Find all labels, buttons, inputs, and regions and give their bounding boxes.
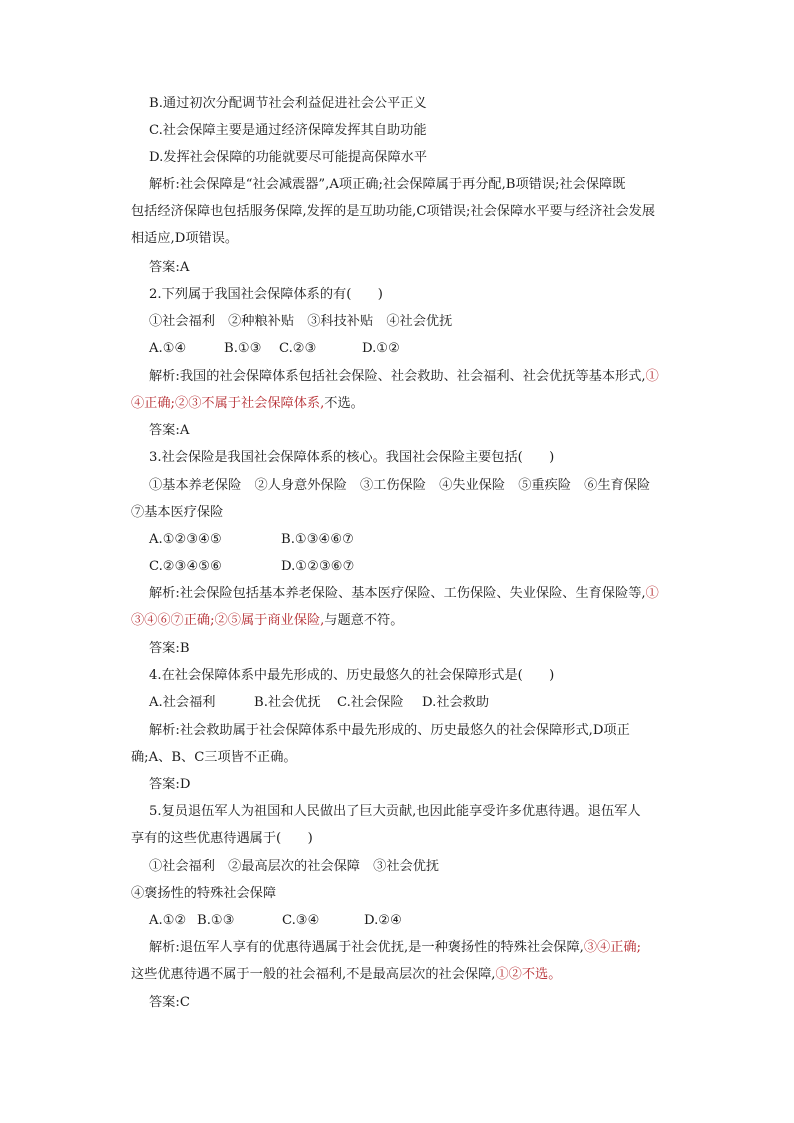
- q5-stem-line-2: 享有的这些优惠待遇属于( ): [131, 831, 313, 846]
- q5-stem-line-1: 5.复员退伍军人为祖国和人民做出了巨大贡献,也因此能享受许多优惠待遇。退伍军人: [149, 804, 641, 819]
- q3-items-line-2: ⑦基本医疗保险: [131, 505, 224, 520]
- q3-analysis-highlight: ①: [645, 586, 659, 601]
- q5-items-line-1: ①社会福利 ②最高层次的社会保障 ③社会优抚: [149, 859, 440, 874]
- q1-option-b: B.通过初次分配调节社会利益促进社会公平正义: [149, 96, 427, 111]
- q4-option-a: A.社会福利: [149, 695, 216, 710]
- q3-options-row-1: [149, 531, 354, 549]
- q4-stem: 4.在社会保障体系中最先形成的、历史最悠久的社会保障形式是( ): [149, 668, 555, 683]
- q3-options-row-2: [149, 558, 354, 576]
- q5-analysis-text-2: 这些优惠待遇不属于一般的社会福利,不是最高层次的社会保障,: [131, 967, 496, 982]
- q5-analysis-highlight: ③④正确;: [583, 940, 642, 955]
- q3-stem: 3.社会保险是我国社会保障体系的核心。我国社会保险主要包括( ): [149, 450, 555, 465]
- q2-analysis-highlight-2: ④正确;②③不属于社会保障体系,: [131, 396, 325, 411]
- q4-answer: 答案:D: [149, 777, 191, 792]
- q3-items-line-1: ①基本养老保险 ②人身意外保险 ③工伤保险 ④失业保险 ⑤重疾险 ⑥生育保险: [149, 478, 651, 493]
- q1-analysis-line-2: 包括经济保障也包括服务保障,发挥的是互助功能,C项错误;社会保障水平要与经济社会发展: [131, 204, 656, 219]
- q5-items-line-2: ④褒扬性的特殊社会保障: [131, 886, 277, 901]
- q3-analysis-line-2: [131, 612, 403, 630]
- q5-analysis-line-1: [149, 939, 641, 957]
- q2-answer: 答案:A: [149, 423, 190, 438]
- q5-options: [149, 912, 402, 930]
- q5-analysis-text: 解析:退伍军人享有的优惠待遇属于社会优抚,是一种褒扬性的特殊社会保障,: [149, 940, 584, 955]
- q1-answer: 答案:A: [149, 260, 190, 275]
- q5-option-d: D.②④: [364, 913, 402, 928]
- q2-analysis-text: 解析:我国的社会保障体系包括社会保险、社会救助、社会福利、社会优抚等基本形式,: [149, 369, 646, 384]
- q2-analysis-highlight: ①: [645, 369, 659, 384]
- q3-option-b: B.①③④⑥⑦: [281, 532, 354, 547]
- q3-analysis-text: 解析:社会保险包括基本养老保险、基本医疗保险、工伤保险、失业保险、生育保险等,: [149, 586, 646, 601]
- q4-analysis-line-2: 确;A、B、C三项皆不正确。: [131, 750, 297, 765]
- q5-option-c: C.③④: [282, 913, 320, 928]
- q2-items: ①社会福利 ②种粮补贴 ③科技补贴 ④社会优抚: [149, 314, 453, 329]
- q5-analysis-line-2: [131, 966, 561, 984]
- q2-option-d: D.①②: [362, 341, 400, 356]
- q2-option-a: A.①④: [149, 341, 187, 356]
- q4-option-b: B.社会优抚: [254, 695, 321, 710]
- q1-analysis-line-1: 解析:社会保障是“社会减震器”,A项正确;社会保障属于再分配,B项错误;社会保障既: [149, 177, 626, 192]
- q2-options: [149, 340, 400, 358]
- q1-analysis-line-3: 相适应,D项错误。: [131, 231, 239, 246]
- q2-analysis-line-1: [149, 368, 659, 386]
- q3-option-d: D.①②③⑥⑦: [281, 559, 355, 574]
- q2-option-c: C.②③: [279, 341, 317, 356]
- q4-option-c: C.社会保险: [337, 695, 404, 710]
- q5-analysis-highlight-2: ①②不选。: [495, 967, 562, 982]
- q5-option-a: A.①②: [149, 913, 187, 928]
- q2-analysis-line-2: [131, 395, 364, 413]
- q1-option-d: D.发挥社会保障的功能就要尽可能提高保障水平: [149, 150, 428, 165]
- q3-analysis-highlight-2: ③④⑥⑦正确;②⑤属于商业保险,: [131, 613, 325, 628]
- q3-analysis-text-2: 与题意不符。: [324, 613, 404, 628]
- q3-answer: 答案:B: [149, 641, 190, 656]
- q5-option-b: B.①③: [197, 913, 235, 928]
- q4-options: [149, 694, 489, 712]
- q3-option-c: C.②③④⑤⑥: [149, 559, 222, 574]
- q1-option-c: C.社会保障主要是通过经济保障发挥其自助功能: [149, 123, 427, 138]
- q2-analysis-text-2: 不选。: [324, 396, 364, 411]
- q5-answer: 答案:C: [149, 995, 190, 1010]
- q2-stem: 2.下列属于我国社会保障体系的有( ): [149, 287, 383, 302]
- q4-option-d: D.社会救助: [422, 695, 490, 710]
- q2-option-b: B.①③: [224, 341, 262, 356]
- q4-analysis-line-1: 解析:社会救助属于社会保障体系中最先形成的、历史最悠久的社会保障形式,D项正: [149, 723, 630, 738]
- q3-analysis-line-1: [149, 585, 659, 603]
- q3-option-a: A.①②③④⑤: [149, 532, 222, 547]
